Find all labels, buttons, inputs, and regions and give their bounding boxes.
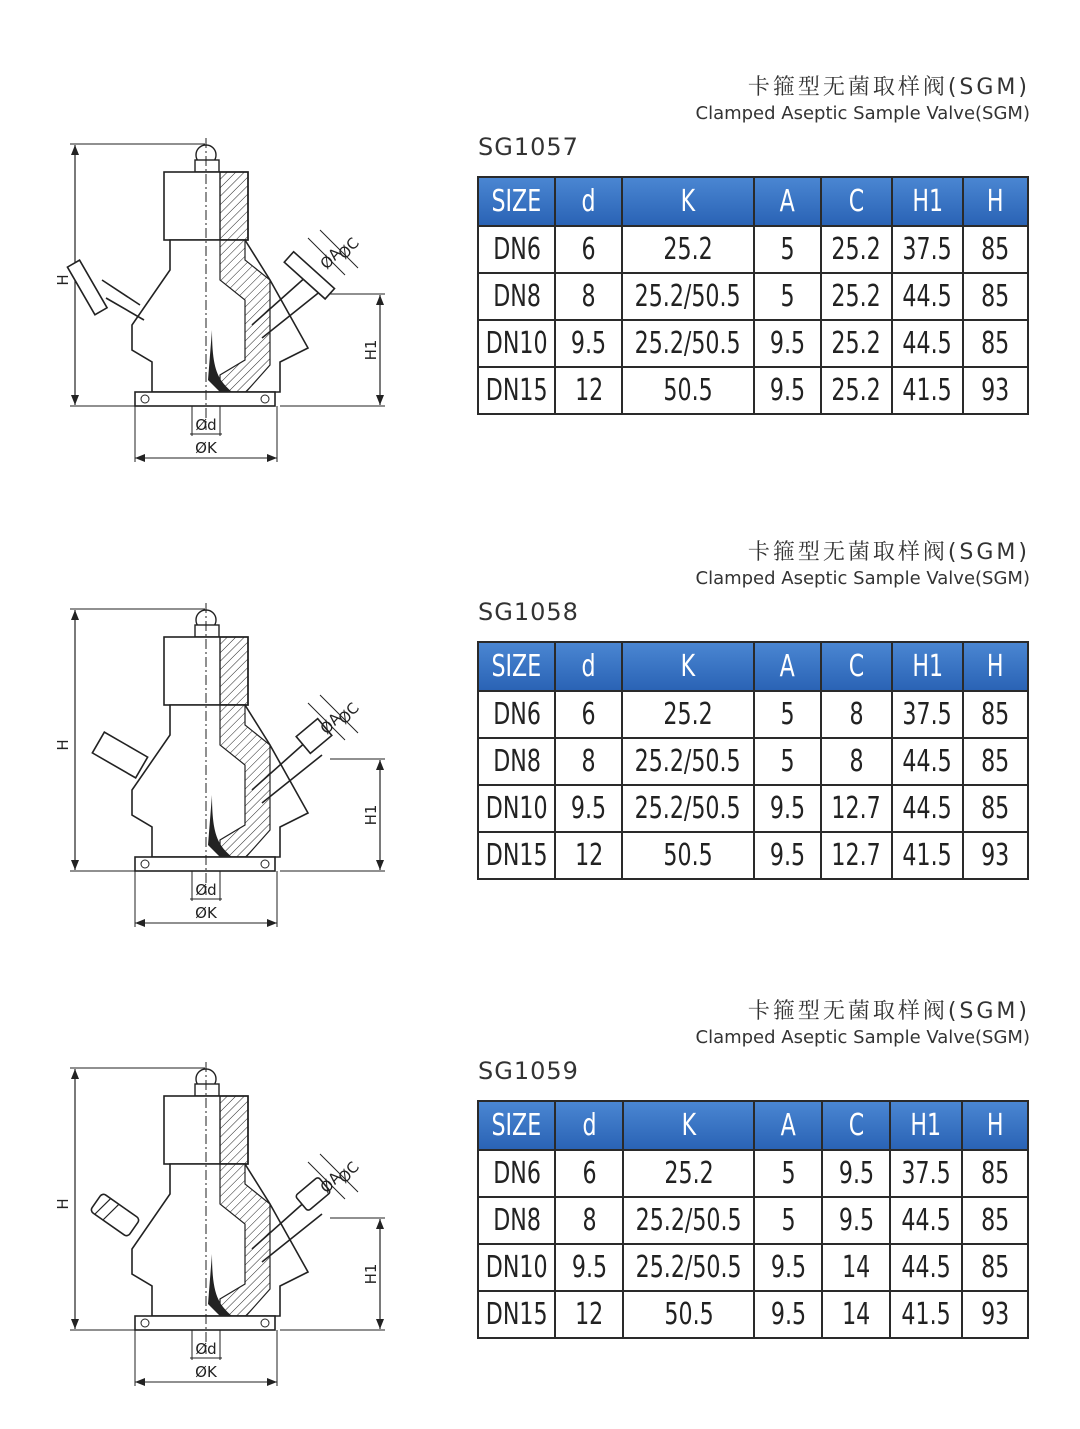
cell-value: 41.5 (902, 838, 952, 873)
product-section-sg1058 (0, 465, 1080, 925)
cell-value: 8 (849, 697, 864, 732)
table-cell-k (623, 1291, 754, 1338)
table-cell-a (754, 1291, 822, 1338)
cell-value: 9.5 (571, 1250, 607, 1285)
cell-value: 85 (981, 232, 1010, 267)
cell-value: 12 (574, 838, 603, 873)
cell-value: 25.2/50.5 (635, 1203, 742, 1238)
table-cell-h (962, 1197, 1028, 1244)
table-cell-h (963, 226, 1028, 273)
cell-value: 12 (574, 373, 603, 408)
table-cell-h1 (892, 691, 963, 738)
table-cell-d (555, 1244, 623, 1291)
col-header-a (754, 1101, 822, 1150)
cell-value: 25.2 (831, 373, 881, 408)
table-header-row (478, 1101, 1028, 1150)
cell-value: 37.5 (902, 697, 952, 732)
cell-value: 9.5 (571, 326, 607, 361)
spec-table (477, 641, 1029, 880)
table-cell-c (821, 367, 892, 414)
dim-label-h1: H1 (362, 339, 380, 361)
cell-value: DN8 (492, 1203, 541, 1238)
cell-value: 44.5 (902, 279, 952, 314)
dim-label-h1: H1 (362, 1263, 380, 1285)
table-cell-d (555, 691, 622, 738)
table-cell-size (478, 367, 555, 414)
cell-value: 25.2 (663, 697, 713, 732)
dim-label-h1: H1 (362, 804, 380, 826)
table-cell-d (555, 738, 622, 785)
col-header-h (963, 177, 1028, 226)
col-header-h (963, 642, 1028, 691)
dim-label-h: H (54, 1198, 72, 1210)
col-header-label: H (987, 649, 1004, 684)
col-header-label: H1 (911, 184, 943, 219)
table-row (478, 691, 1028, 738)
spec-table (477, 176, 1029, 415)
cell-value: DN15 (485, 838, 548, 873)
table-cell-h (963, 273, 1028, 320)
col-header-a (754, 642, 821, 691)
cell-value: 5 (781, 1203, 796, 1238)
col-header-label: A (780, 1108, 797, 1143)
col-header-k (623, 1101, 754, 1150)
col-header-h1 (892, 177, 963, 226)
cell-value: DN8 (492, 744, 541, 779)
table-cell-size (478, 226, 555, 273)
col-header-size (478, 177, 555, 226)
cell-value: 14 (842, 1250, 871, 1285)
table-cell-k (622, 691, 753, 738)
table-cell-h (963, 785, 1028, 832)
table-cell-h1 (890, 1150, 962, 1197)
col-header-d (555, 177, 622, 226)
cell-value: 85 (980, 1203, 1009, 1238)
col-header-label: H (986, 1108, 1004, 1143)
table-cell-c (821, 738, 892, 785)
cell-value: 50.5 (663, 838, 713, 873)
valve-drawing (40, 130, 400, 470)
table-row (478, 738, 1028, 785)
col-header-a (754, 177, 821, 226)
table-cell-a (754, 1244, 822, 1291)
cell-value: 93 (980, 1297, 1009, 1332)
table-cell-h1 (892, 273, 963, 320)
dim-label-d: Ød (195, 416, 217, 434)
cell-value: DN6 (492, 232, 541, 267)
model-number: SG1058 (478, 598, 579, 626)
table-cell-h (963, 691, 1028, 738)
table-row (478, 1197, 1028, 1244)
dim-label-k: ØK (195, 904, 217, 922)
table-cell-d (555, 832, 622, 879)
cell-value: 8 (582, 1203, 597, 1238)
table-cell-c (821, 273, 892, 320)
table-cell-h1 (892, 320, 963, 367)
table-cell-a (754, 738, 821, 785)
cell-value: 5 (781, 1156, 796, 1191)
col-header-label: K (680, 649, 696, 684)
table-cell-k (622, 226, 753, 273)
table-cell-h (962, 1291, 1028, 1338)
table-cell-h (963, 367, 1028, 414)
table-row (478, 273, 1028, 320)
table-row (478, 226, 1028, 273)
cell-value: 25.2 (663, 232, 713, 267)
cell-value: 5 (780, 697, 795, 732)
col-header-label: C (848, 184, 864, 219)
cell-value: 5 (780, 279, 795, 314)
table-cell-a (754, 832, 821, 879)
table-cell-k (622, 273, 753, 320)
cell-value: 25.2/50.5 (634, 744, 741, 779)
table-cell-a (754, 1197, 822, 1244)
table-cell-a (754, 226, 821, 273)
cell-value: 25.2 (664, 1156, 714, 1191)
dim-label-c: ØC (334, 234, 363, 263)
cell-value: DN10 (485, 326, 548, 361)
table-cell-c (821, 832, 892, 879)
cell-value: 44.5 (901, 1203, 951, 1238)
table-cell-h (962, 1150, 1028, 1197)
cell-value: 50.5 (664, 1297, 714, 1332)
col-header-k (622, 642, 753, 691)
section-title-cn: 卡箍型无菌取样阀(SGM) (747, 540, 1030, 565)
cell-value: 25.2 (831, 326, 881, 361)
dim-label-h: H (54, 274, 72, 286)
table-row (478, 1244, 1028, 1291)
table-cell-d (555, 226, 622, 273)
cell-value: 8 (581, 279, 596, 314)
table-cell-size (478, 832, 555, 879)
table-row (478, 832, 1028, 879)
cell-value: 85 (981, 697, 1010, 732)
table-cell-d (555, 1197, 623, 1244)
col-header-d (555, 1101, 623, 1150)
col-header-k (622, 177, 753, 226)
cell-value: DN15 (485, 373, 548, 408)
table-row (478, 1150, 1028, 1197)
table-header-row (478, 177, 1028, 226)
spec-table (477, 1100, 1029, 1339)
cell-value: 5 (780, 232, 795, 267)
table-cell-d (555, 273, 622, 320)
cell-value: 41.5 (902, 373, 952, 408)
table-header-row (478, 642, 1028, 691)
col-header-label: C (848, 1108, 865, 1143)
table-row (478, 320, 1028, 367)
table-cell-size (478, 691, 555, 738)
cell-value: 9.5 (770, 1297, 807, 1332)
cell-value: 44.5 (901, 1250, 951, 1285)
table-cell-size (478, 1197, 555, 1244)
col-header-label: d (581, 649, 596, 684)
valve-drawing (40, 595, 400, 935)
cell-value: 93 (981, 373, 1010, 408)
table-cell-c (822, 1291, 890, 1338)
cell-value: DN15 (485, 1297, 548, 1332)
cell-value: 9.5 (769, 326, 805, 361)
cell-value: 9.5 (769, 791, 805, 826)
table-cell-h1 (890, 1291, 962, 1338)
table-cell-k (622, 738, 753, 785)
table-cell-c (821, 691, 892, 738)
table-cell-h (963, 320, 1028, 367)
table-cell-size (478, 1150, 555, 1197)
section-title-en: Clamped Aseptic Sample Valve(SGM) (695, 568, 1030, 589)
product-section-sg1057 (0, 0, 1080, 460)
cell-value: 14 (842, 1297, 871, 1332)
dim-label-a: ØA (316, 1168, 345, 1197)
table-cell-a (754, 273, 821, 320)
dim-label-h: H (54, 739, 72, 751)
col-header-label: K (680, 184, 696, 219)
section-title-en: Clamped Aseptic Sample Valve(SGM) (695, 1027, 1030, 1048)
table-cell-k (622, 832, 753, 879)
cell-value: 44.5 (902, 744, 952, 779)
table-cell-c (822, 1150, 890, 1197)
table-cell-h1 (890, 1244, 962, 1291)
table-cell-size (478, 320, 555, 367)
cell-value: 44.5 (902, 326, 952, 361)
dim-label-a: ØA (316, 244, 345, 273)
cell-value: 12.7 (831, 791, 881, 826)
col-header-label: K (681, 1108, 697, 1143)
cell-value: DN6 (492, 697, 541, 732)
col-header-label: H1 (910, 1108, 942, 1143)
table-cell-k (623, 1150, 754, 1197)
table-cell-c (821, 226, 892, 273)
cell-value: 93 (981, 838, 1010, 873)
table-cell-size (478, 273, 555, 320)
cell-value: 44.5 (902, 791, 952, 826)
cell-value: 85 (981, 744, 1010, 779)
col-header-label: A (779, 649, 795, 684)
dim-label-d: Ød (195, 881, 217, 899)
col-header-size (478, 642, 555, 691)
cell-value: 25.2 (831, 279, 881, 314)
cell-value: 25.2/50.5 (634, 326, 741, 361)
table-cell-h1 (892, 785, 963, 832)
dim-label-a: ØA (316, 709, 345, 738)
cell-value: 41.5 (901, 1297, 951, 1332)
model-number: SG1057 (478, 133, 579, 161)
cell-value: 9.5 (769, 373, 805, 408)
table-cell-k (622, 320, 753, 367)
table-row (478, 367, 1028, 414)
table-cell-c (822, 1244, 890, 1291)
cell-value: 9.5 (838, 1203, 874, 1238)
cell-value: 6 (581, 697, 596, 732)
dim-label-c: ØC (334, 699, 363, 728)
cell-value: 9.5 (838, 1156, 874, 1191)
section-title-cn: 卡箍型无菌取样阀(SGM) (747, 999, 1030, 1024)
table-cell-a (754, 785, 821, 832)
table-cell-a (754, 691, 821, 738)
table-cell-h1 (892, 367, 963, 414)
cell-value: 50.5 (663, 373, 713, 408)
table-cell-h (962, 1244, 1028, 1291)
col-header-label: A (779, 184, 795, 219)
dim-label-c: ØC (334, 1158, 363, 1187)
table-cell-k (623, 1244, 754, 1291)
cell-value: 25.2/50.5 (634, 279, 741, 314)
table-cell-k (622, 785, 753, 832)
table-cell-c (822, 1197, 890, 1244)
table-cell-a (754, 1150, 822, 1197)
table-cell-h (963, 738, 1028, 785)
dim-label-k: ØK (195, 1363, 217, 1381)
cell-value: 85 (981, 791, 1010, 826)
cell-value: 8 (581, 744, 596, 779)
table-cell-d (555, 1291, 623, 1338)
section-title-en: Clamped Aseptic Sample Valve(SGM) (695, 103, 1030, 124)
cell-value: 6 (582, 1156, 597, 1191)
dim-label-d: Ød (195, 1340, 217, 1358)
valve-drawing (40, 1054, 400, 1394)
col-header-c (821, 642, 892, 691)
table-cell-d (555, 1150, 623, 1197)
col-header-label: SIZE (491, 1108, 542, 1143)
cell-value: DN10 (485, 791, 548, 826)
table-cell-k (623, 1197, 754, 1244)
table-row (478, 1291, 1028, 1338)
cell-value: 25.2 (831, 232, 881, 267)
col-header-d (555, 642, 622, 691)
cell-value: 6 (581, 232, 596, 267)
cell-value: 85 (981, 279, 1010, 314)
table-cell-c (821, 785, 892, 832)
table-cell-d (555, 367, 622, 414)
cell-value: 5 (780, 744, 795, 779)
table-cell-a (754, 320, 821, 367)
cell-value: DN8 (492, 279, 541, 314)
cell-value: 37.5 (902, 232, 952, 267)
col-header-label: SIZE (491, 649, 542, 684)
table-cell-size (478, 1244, 555, 1291)
table-row (478, 785, 1028, 832)
section-title-cn: 卡箍型无菌取样阀(SGM) (747, 75, 1030, 100)
cell-value: 8 (849, 744, 864, 779)
cell-value: 9.5 (571, 791, 607, 826)
table-cell-d (555, 320, 622, 367)
col-header-h1 (892, 642, 963, 691)
table-cell-size (478, 1291, 555, 1338)
table-cell-c (821, 320, 892, 367)
col-header-label: SIZE (491, 184, 542, 219)
cell-value: 85 (981, 326, 1010, 361)
cell-value: 12 (575, 1297, 604, 1332)
col-header-h (962, 1101, 1028, 1150)
dim-label-k: ØK (195, 439, 217, 457)
table-cell-size (478, 785, 555, 832)
col-header-size (478, 1101, 555, 1150)
col-header-h1 (890, 1101, 962, 1150)
col-header-c (821, 177, 892, 226)
model-number: SG1059 (478, 1057, 579, 1085)
col-header-label: d (581, 184, 596, 219)
col-header-label: C (848, 649, 864, 684)
table-cell-h (963, 832, 1028, 879)
cell-value: 25.2/50.5 (634, 791, 741, 826)
col-header-label: H1 (911, 649, 943, 684)
cell-value: 37.5 (901, 1156, 951, 1191)
cell-value: 9.5 (769, 838, 805, 873)
col-header-c (822, 1101, 890, 1150)
cell-value: 25.2/50.5 (635, 1250, 742, 1285)
col-header-label: H (987, 184, 1004, 219)
table-cell-h1 (892, 226, 963, 273)
cell-value: DN6 (492, 1156, 541, 1191)
table-cell-k (622, 367, 753, 414)
table-cell-size (478, 738, 555, 785)
product-section-sg1059 (0, 924, 1080, 1384)
table-cell-h1 (892, 832, 963, 879)
table-cell-h1 (890, 1197, 962, 1244)
cell-value: 9.5 (770, 1250, 807, 1285)
table-cell-h1 (892, 738, 963, 785)
cell-value: DN10 (485, 1250, 548, 1285)
table-cell-d (555, 785, 622, 832)
cell-value: 85 (980, 1250, 1009, 1285)
cell-value: 12.7 (831, 838, 881, 873)
cell-value: 85 (980, 1156, 1009, 1191)
col-header-label: d (582, 1108, 597, 1143)
table-cell-a (754, 367, 821, 414)
